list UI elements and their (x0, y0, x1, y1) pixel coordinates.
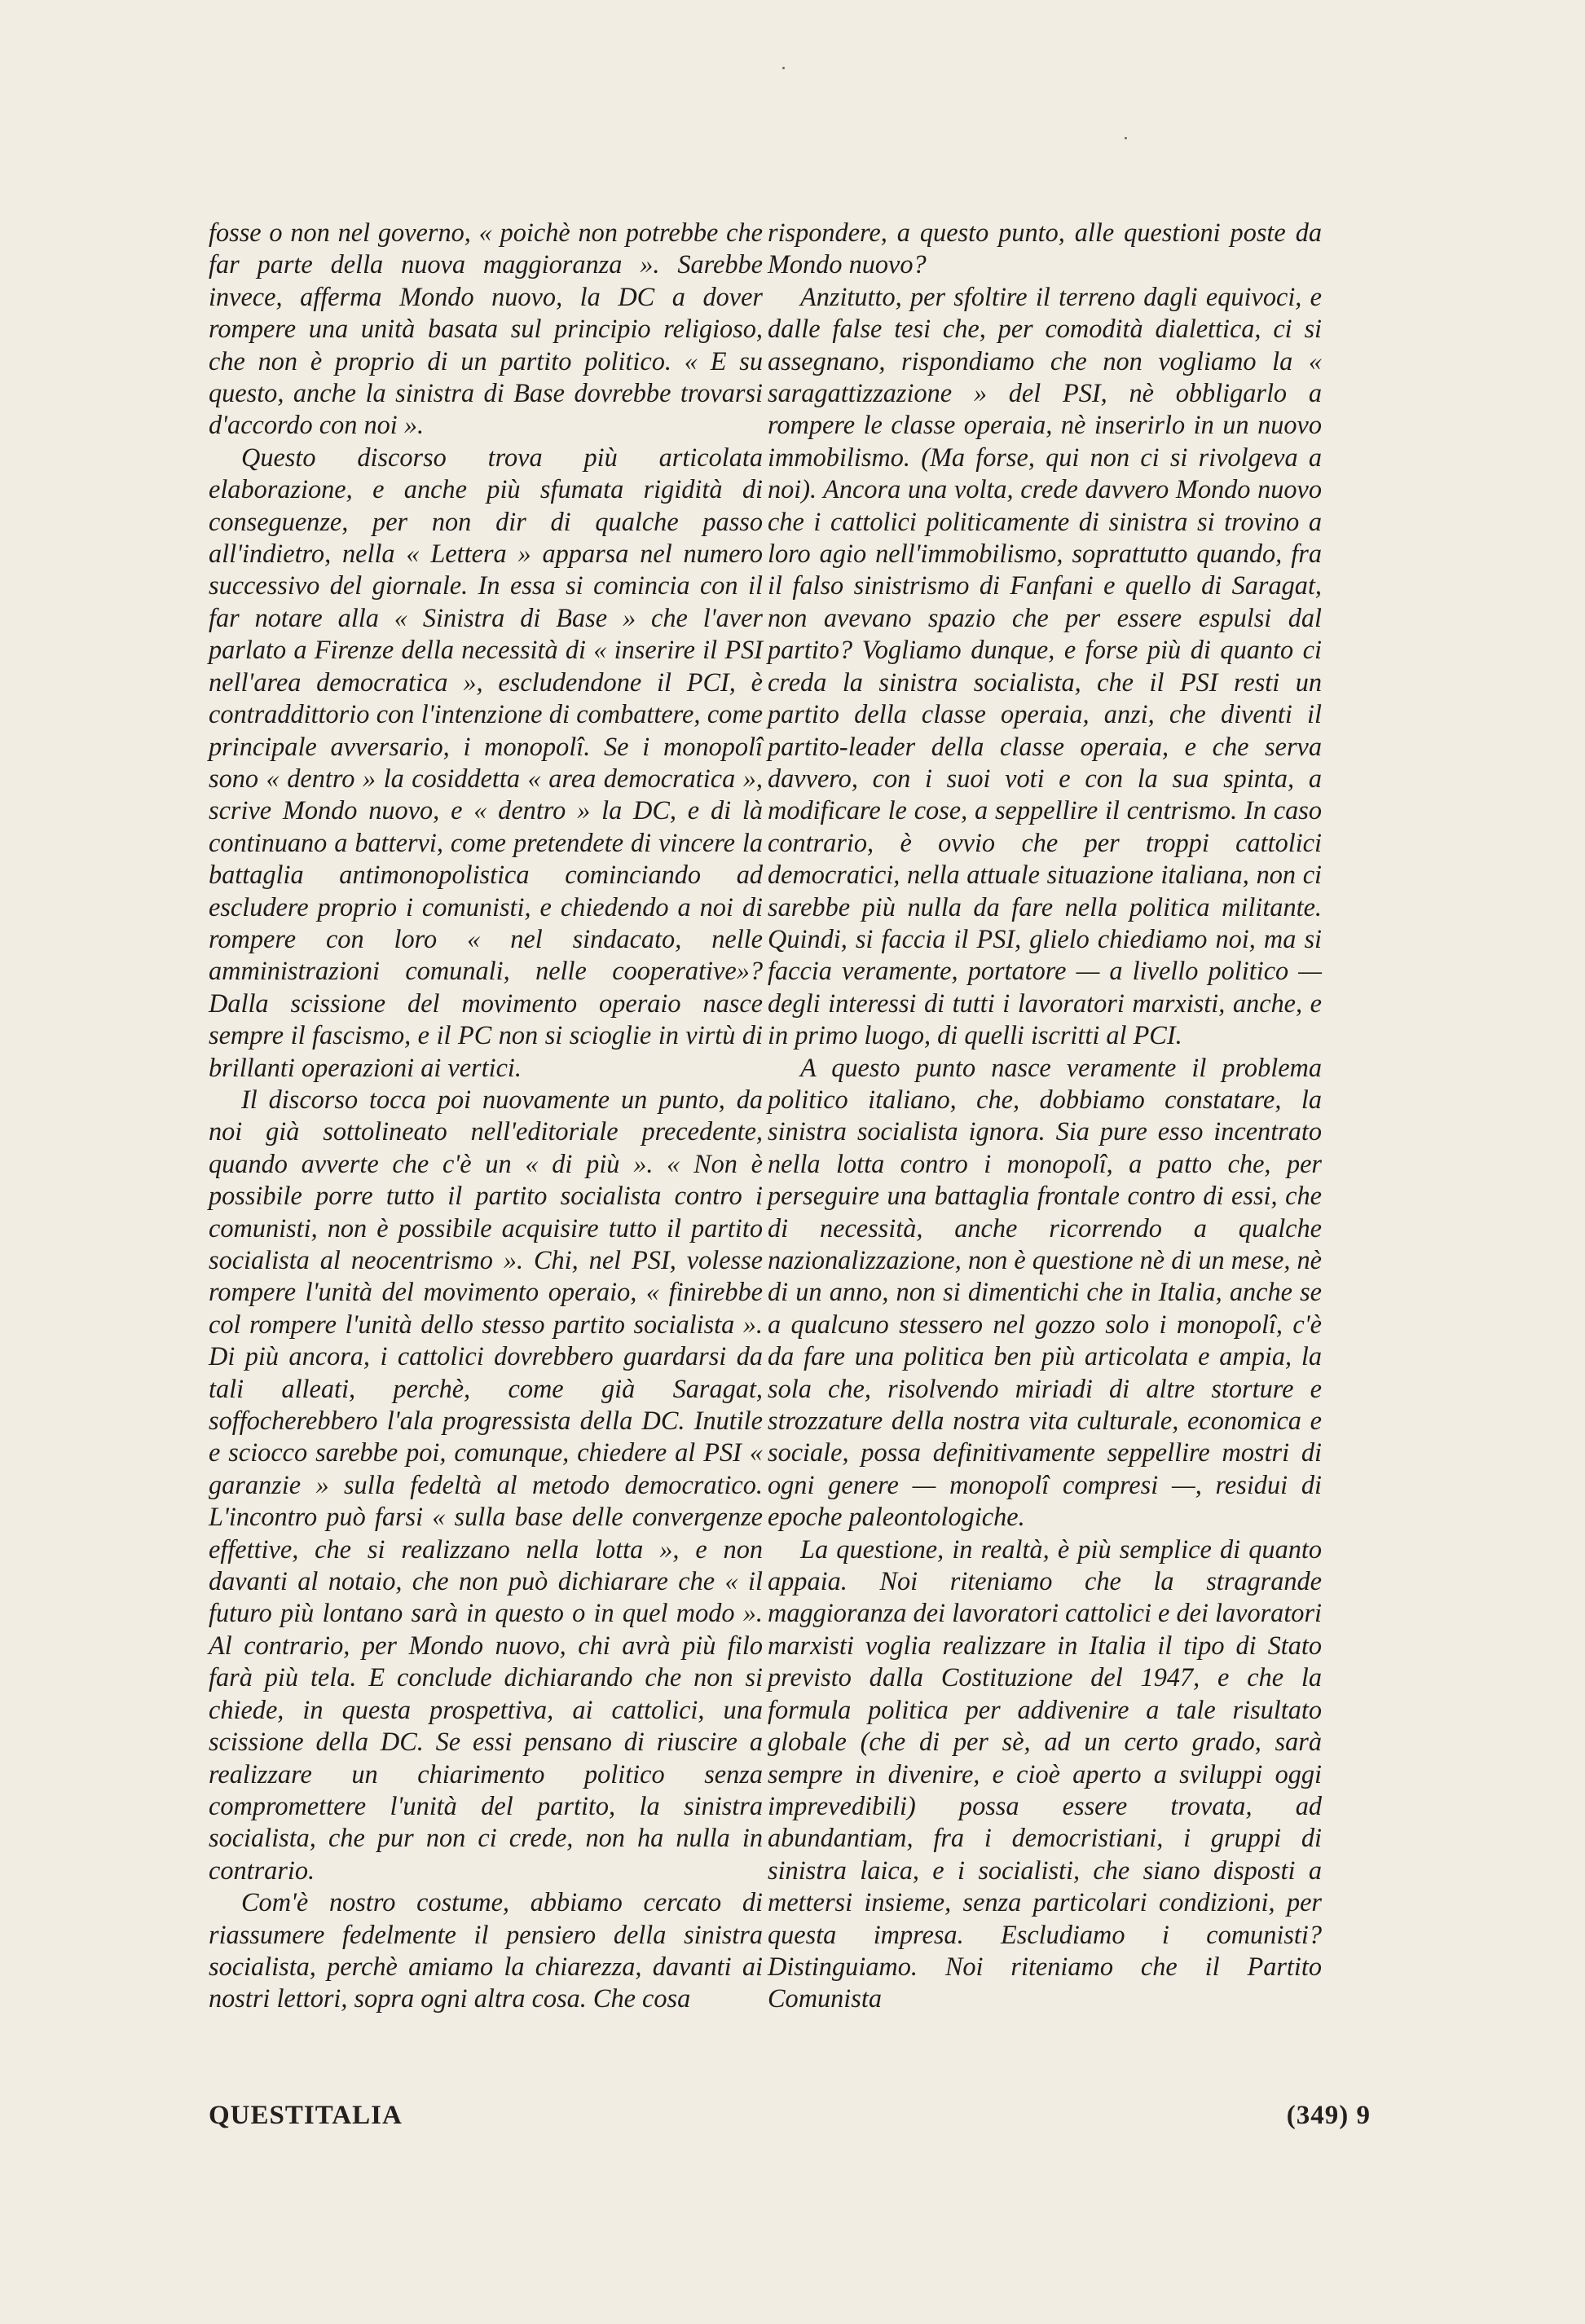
scan-speck (782, 67, 785, 69)
article-column-right (768, 217, 1322, 2015)
article-paragraph: Questo discorso trova più articolata elaborazione, e anche più sfumata rigidità di conseguenze, per non dir di qualche passo all'indietro, nella « Lettera » apparsa nel numero successivo del giornale. In essa si comincia con il far notare alla « Sinistra di Base » che l'aver parlato a Firenze della necessità di « inserire il PSI nell'area democratica », escludendone il PCI, è contraddittorio con l'intenzione di combattere, come principale avversario, i monopolî. Se i monopolî sono « dentro » la cosiddetta « area democratica », scrive Mondo nuovo, e « dentro » la DC, e di là continuano a battervi, come pretendete di vincere la battaglia antimonopolistica cominciando ad escludere proprio i comunisti, e chiedendo a noi di rompere con loro « nel sindacato, nelle amministrazioni comunali, nelle cooperative»? Dalla scissione del movimento operaio nasce sempre il fascismo, e il PC non si scioglie in virtù di brillanti operazioni ai vertici. (209, 442, 763, 1082)
article-paragraph: Com'è nostro costume, abbiamo cercato di riassumere fedelmente il pensiero della sinistra socialista, perchè amiamo la chiarezza, davanti ai nostri lettori, sopra ogni altra cosa. Che cosa (209, 1887, 763, 2014)
article-paragraph: La questione, in realtà, è più semplice di quanto appaia. Noi riteniamo che la stragrande maggioranza dei lavoratori cattolici e dei lavoratori marxisti voglia realizzare in Italia il tipo di Stato previsto dalla Costituzione del 1947, e che la formula politica per addivenire a tale risultato globale (che di per sè, ad un certo grado, sarà sempre in divenire, e cioè aperto a sviluppi oggi imprevedibili) possa essere trovata, ad abundantiam, fra i democristiani, i gruppi di sinistra laica, e i socialisti, che siano disposti a mettersi insieme, senza particolari condizioni, per questa impresa. Escludiamo i comunisti? Distinguiamo. Noi riteniamo che il Partito Comunista (768, 1534, 1322, 2014)
article-column-left (209, 217, 763, 2015)
article-paragraph: Anzitutto, per sfoltire il terreno dagli equivoci, e dalle false tesi che, per comodità dialettica, ci si assegnano, rispondiamo che non vogliamo la « saragattizzazione » del PSI, nè obbligarlo a rompere le classe operaia, nè inserirlo in un nuovo immobilismo. (Ma forse, qui non ci si rivolgeva a noi). Ancora una volta, crede davvero Mondo nuovo che i cattolici politicamente di sinistra si trovino a loro agio nell'immobilismo, soprattutto quando, fra il falso sinistrismo di Fanfani e quello di Saragat, non avevano spazio che per essere espulsi dal partito? Vogliamo dunque, e forse più di quanto ci creda la sinistra socialista, che il PSI resti un partito della classe operaia, anzi, che diventi il partito-leader della classe operaia, e che serva davvero, con i suoi voti e con la sua spinta, a modificare le cose, a seppellire il centrismo. In caso contrario, è ovvio che per troppi cattolici democratici, nella attuale situazione italiana, non ci sarebbe più nulla da fare nella politica militante. Quindi, si faccia il PSI, glielo chiediamo noi, ma si faccia veramente, portatore — a livello politico — degli interessi di tutti i lavoratori marxisti, anche, e in primo luogo, di quelli iscritti al PCI. (768, 281, 1322, 1050)
article-paragraph: fosse o non nel governo, « poichè non potrebbe che far parte della nuova maggioranza ». Sarebbe invece, afferma Mondo nuovo, la DC a dover rompere una unità basata sul principio religioso, che non è proprio di un partito politico. « E su questo, anche la sinistra di Base dovrebbe trovarsi d'accordo con noi ». (209, 218, 763, 440)
article-paragraph: rispondere, a questo punto, alle questioni poste da Mondo nuovo? (768, 218, 1322, 279)
scan-speck (1125, 137, 1127, 139)
footer-page-number: (349) 9 (1286, 2101, 1371, 2130)
footer-magazine-name: QUESTITALIA (209, 2101, 403, 2130)
article-paragraph: A questo punto nasce veramente il problema politico italiano, che, dobbiamo constatare, la sinistra socialista ignora. Sia pure esso incentrato nella lotta contro i monopolî, a patto che, per perseguire una battaglia frontale contro di essi, che di necessità, anche ricorrendo a qualche nazionalizzazione, non è questione nè di un mese, nè di un anno, non si dimentichi che in Italia, anche se a qualcuno stessero nel gozzo solo i monopolî, c'è da fare una politica ben più articolata e ampia, la sola che, risolvendo miriadi di altre storture e strozzature della nostra vita culturale, economica e sociale, possa definitivamente seppellire mostri di ogni genere — monopolî compresi —, residui di epoche paleontologiche. (768, 1052, 1322, 1532)
article-paragraph: Il discorso tocca poi nuovamente un punto, da noi già sottolineato nell'editoriale precedente, quando avverte che c'è un « di più ». « Non è possibile porre tutto il partito socialista contro i comunisti, non è possibile acquisire tutto il partito socialista al neocentrismo ». Chi, nel PSI, volesse rompere l'unità del movimento operaio, « finirebbe col rompere l'unità dello stesso partito socialista ». Di più ancora, i cattolici dovrebbero guardarsi da tali alleati, perchè, come già Saragat, soffocherebbero l'ala progressista della DC. Inutile e sciocco sarebbe poi, comunque, chiedere al PSI « garanzie » sulla fedeltà al metodo democratico. L'incontro può farsi « sulla base delle convergenze effettive, che si realizzano nella lotta », e non davanti al notaio, che non può dichiarare che « il futuro più lontano sarà in questo o in quel modo ». Al contrario, per Mondo nuovo, chi avrà più filo farà più tela. E conclude dichiarando che non si chiede, in questa prospettiva, ai cattolici, una scissione della DC. Se essi pensano di riuscire a realizzare un chiarimento politico senza compromettere l'unità del partito, la sinistra socialista, che pur non ci crede, non ha nulla in contrario. (209, 1084, 763, 1885)
